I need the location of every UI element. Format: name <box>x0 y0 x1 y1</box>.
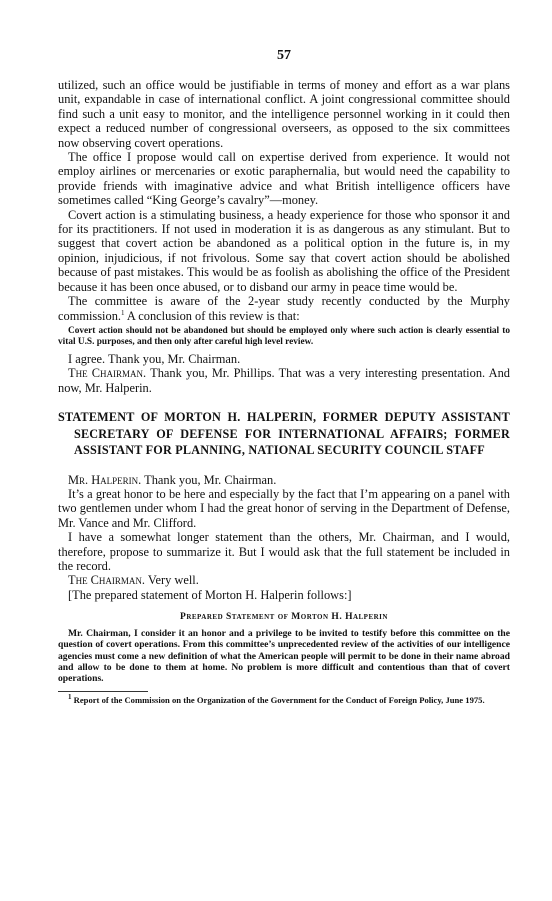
block-quote: Covert action should not be abandoned but should be employed only where such action is clearly essential to vital U.S. purposes, and then only after careful high level review. <box>58 325 510 347</box>
footnote <box>58 695 510 705</box>
prepared-statement-title: Prepared Statement of Morton H. Halperin <box>180 612 388 623</box>
paragraph-agree: I agree. Thank you, Mr. Chairman. <box>68 351 241 366</box>
murphy-commission-text: The committee is aware of the 2-year study recently conducted by the Murphy commission. <box>58 294 510 323</box>
footnote-divider <box>58 691 148 692</box>
footnote-text: Report of the Commission on the Organization of the Government for the Conduct of Foreign Policy, June 1975. <box>71 695 485 706</box>
footnote-reference: 1 <box>121 308 125 317</box>
murphy-commission-tail: A conclusion of this review is that: <box>124 308 300 323</box>
paragraph-summarize: I have a somewhat longer statement than the others, Mr. Chairman, and I would, therefore, propose to summarize it. But I would ask that the full statement be included in the record. <box>58 530 510 574</box>
footnote-marker: 1 <box>68 693 72 702</box>
paragraph-prepared-statement-note: [The prepared statement of Morton H. Halperin follows:] <box>68 587 352 602</box>
speaker-label: The Chairman. <box>68 366 147 381</box>
speaker-text: Thank you, Mr. Phillips. That was a very interesting presentation. And now, Mr. Halperin. <box>58 366 510 395</box>
document-page <box>58 48 510 705</box>
paragraph-honor: It’s a great honor to be here and especially by the fact that I’m appearing on a panel with two gentlemen under whom I had the great honor of serving in the Department of Defense, Mr. Vance and Mr. Clifford. <box>58 487 510 530</box>
speaker-text: Thank you, Mr. Chairman. <box>141 472 277 487</box>
paragraph-chairman-response <box>58 366 510 395</box>
paragraph-continuation: utilized, such an office would be justifiable in terms of money and effort as a war plans unit, expandable in case of international conflict. A joint congressional committee should find such a unit easy to monitor, and the intelligence personnel working in it could then expect a reduced number of congressional overseers, as opposed to the six committees now observing covert operations. <box>58 78 510 150</box>
paragraph-chairman-very-well <box>58 573 510 587</box>
prepared-statement-body: Mr. Chairman, I consider it an honor and a privilege to be invited to testify before this committee on the question of covert operations. From this committee’s unprecedented review of the activities of our intelligence agencies must come a new definition of what the American people will permit to be done in their name abroad and allow to be done to them at home. No problem is more difficult and contentious than that of covert operations. <box>58 628 510 685</box>
speaker-label: Mr. Halperin. <box>68 472 142 487</box>
paragraph-office-proposal: The office I propose would call on expertise derived from experience. It would not employ airlines or mercenaries or exotic paraphernalia, but would need the capability to provide friends with imaginative advice and what British intelligence officers have sometimes called “King George’s cavalry”—money. <box>58 150 510 208</box>
statement-heading: STATEMENT OF MORTON H. HALPERIN, FORMER DEPUTY ASSISTANT SECRETARY OF DEFENSE FOR INTERNATIONAL AFFAIRS; FORMER ASSISTANT FOR PLANNING, NATIONAL SECURITY COUNCIL STAFF <box>58 410 510 458</box>
paragraph-halperin-opening <box>58 473 510 487</box>
speaker-text: Very well. <box>145 573 199 588</box>
paragraph-covert-action: Covert action is a stimulating business, a heady experience for those who sponsor it and for its practitioners. If not used in moderation it is as dangerous as any stimulant. But to suggest that covert action be abandoned as a political option in the future is, in my opinion, injudicious, if not frivolous. Some say that covert action should be abolished because of past mistakes. This would be as foolish as abolishing the office of the President because it has been once abused, or to disband our army in peace time would be. <box>58 207 510 294</box>
paragraph-murphy-commission <box>58 294 510 323</box>
page-number: 57 <box>277 48 291 63</box>
speaker-label: The Chairman. <box>68 573 146 588</box>
